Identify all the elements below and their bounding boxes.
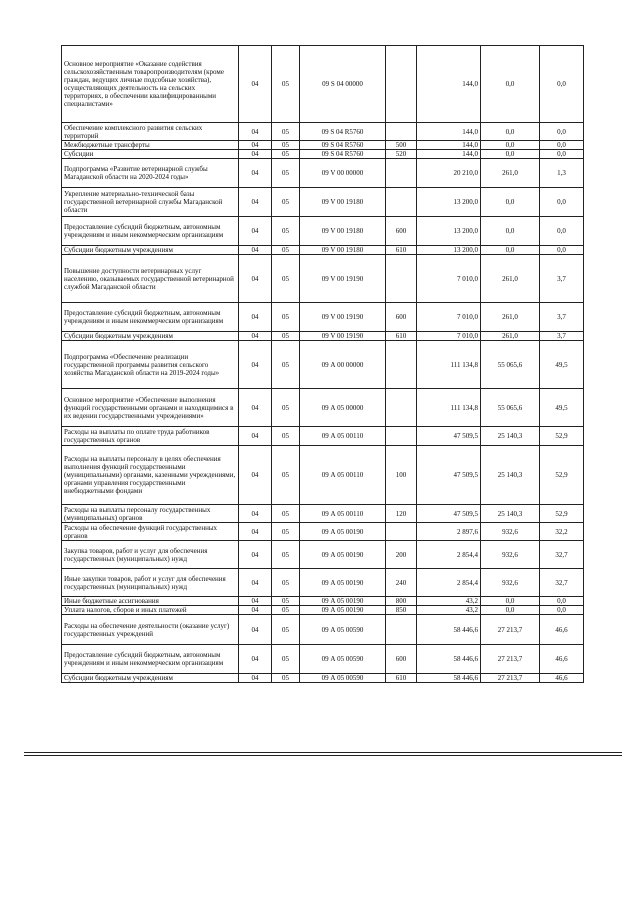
- cell-rz: 04: [239, 541, 272, 569]
- cell-plan: 144,0: [417, 150, 481, 159]
- cell-csr: 09 V 00 19190: [300, 332, 386, 341]
- cell-plan: 43,2: [417, 606, 481, 615]
- cell-plan: 47 509,5: [417, 505, 481, 523]
- cell-csr: 09 S 04 R5760: [300, 123, 386, 141]
- table-row: [62, 389, 584, 427]
- cell-fact: 25 140,3: [481, 427, 540, 446]
- cell-pct: 0,0: [540, 188, 584, 217]
- table-row: [62, 123, 584, 141]
- cell-name: Предоставление субсидий бюджетным, автономным учреждениям и иным некоммерческим организациям: [62, 303, 239, 332]
- cell-rz: 04: [239, 674, 272, 683]
- cell-plan: 2 897,6: [417, 523, 481, 541]
- cell-fact: 0,0: [481, 141, 540, 150]
- cell-pct: 46,6: [540, 615, 584, 645]
- table-row: [62, 523, 584, 541]
- cell-pr: 05: [272, 569, 300, 597]
- cell-csr: 09 V 00 19180: [300, 246, 386, 255]
- cell-rz: 04: [239, 46, 272, 123]
- cell-plan: 20 210,0: [417, 159, 481, 188]
- cell-vr: [386, 523, 417, 541]
- cell-vr: [386, 341, 417, 389]
- table-row: [62, 569, 584, 597]
- cell-csr: 09 А 05 00190: [300, 523, 386, 541]
- cell-plan: 47 509,5: [417, 446, 481, 505]
- cell-pr: 05: [272, 46, 300, 123]
- cell-pct: 3,7: [540, 303, 584, 332]
- cell-pr: 05: [272, 188, 300, 217]
- cell-pr: 05: [272, 505, 300, 523]
- cell-csr: 09 А 05 00190: [300, 569, 386, 597]
- cell-plan: 47 509,5: [417, 427, 481, 446]
- cell-csr: 09 А 05 00190: [300, 606, 386, 615]
- cell-csr: 09 А 05 00110: [300, 446, 386, 505]
- cell-vr: 610: [386, 674, 417, 683]
- cell-name: Укрепление материально-технической базы государственной ветеринарной службы Магаданской области: [62, 188, 239, 217]
- cell-csr: 09 А 05 00590: [300, 645, 386, 674]
- cell-name: Закупка товаров, работ и услуг для обеспечения государственных (муниципальных) нужд: [62, 541, 239, 569]
- cell-plan: 2 854,4: [417, 541, 481, 569]
- cell-pr: 05: [272, 159, 300, 188]
- table-row: [62, 541, 584, 569]
- table-row: [62, 341, 584, 389]
- cell-fact: 261,0: [481, 255, 540, 303]
- cell-vr: 240: [386, 569, 417, 597]
- cell-name: Предоставление субсидий бюджетным, автономным учреждениям и иным некоммерческим организациям: [62, 217, 239, 246]
- cell-rz: 04: [239, 150, 272, 159]
- cell-fact: 261,0: [481, 159, 540, 188]
- cell-pct: 0,0: [540, 150, 584, 159]
- cell-fact: 27 213,7: [481, 674, 540, 683]
- cell-pr: 05: [272, 255, 300, 303]
- cell-name: Подпрограмма «Развитие ветеринарной службы Магаданской области на 2020-2024 годы»: [62, 159, 239, 188]
- cell-rz: 04: [239, 389, 272, 427]
- cell-rz: 04: [239, 217, 272, 246]
- table-row: [62, 674, 584, 683]
- cell-pct: 0,0: [540, 606, 584, 615]
- table-row: [62, 141, 584, 150]
- cell-name: Субсидии: [62, 150, 239, 159]
- cell-fact: 0,0: [481, 606, 540, 615]
- cell-fact: 25 140,3: [481, 505, 540, 523]
- table-row: [62, 46, 584, 123]
- cell-vr: 600: [386, 217, 417, 246]
- cell-csr: 09 А 05 00590: [300, 674, 386, 683]
- cell-rz: 04: [239, 615, 272, 645]
- cell-pr: 05: [272, 341, 300, 389]
- table-body: [62, 46, 584, 683]
- cell-plan: 144,0: [417, 123, 481, 141]
- cell-pr: 05: [272, 615, 300, 645]
- table-row: [62, 255, 584, 303]
- cell-pct: 0,0: [540, 597, 584, 606]
- cell-pct: 32,2: [540, 523, 584, 541]
- cell-csr: 09 V 00 19180: [300, 188, 386, 217]
- cell-rz: 04: [239, 123, 272, 141]
- cell-vr: 200: [386, 541, 417, 569]
- cell-pr: 05: [272, 150, 300, 159]
- cell-vr: [386, 159, 417, 188]
- cell-rz: 04: [239, 597, 272, 606]
- cell-vr: [386, 615, 417, 645]
- cell-pr: 05: [272, 674, 300, 683]
- cell-name: Субсидии бюджетным учреждениям: [62, 674, 239, 683]
- cell-plan: 13 200,0: [417, 246, 481, 255]
- cell-pct: 49,5: [540, 389, 584, 427]
- cell-pr: 05: [272, 606, 300, 615]
- cell-pct: 32,7: [540, 541, 584, 569]
- cell-plan: 111 134,8: [417, 341, 481, 389]
- cell-plan: 7 010,0: [417, 332, 481, 341]
- cell-pr: 05: [272, 523, 300, 541]
- cell-plan: 144,0: [417, 46, 481, 123]
- cell-plan: 43,2: [417, 597, 481, 606]
- cell-name: Основное мероприятие «Оказание содействия сельскохозяйственным товаропроизводителям (кроме граждан, ведущих личные подсобные хозяйства), осуществляющих деятельность на сельских территориях, в обеспечении квалифицированными специалистами»: [62, 46, 239, 123]
- cell-pct: 46,6: [540, 645, 584, 674]
- cell-pct: 0,0: [540, 141, 584, 150]
- cell-pr: 05: [272, 332, 300, 341]
- cell-name: Предоставление субсидий бюджетным, автономным учреждениям и иным некоммерческим организациям: [62, 645, 239, 674]
- table-row: [62, 615, 584, 645]
- cell-vr: 850: [386, 606, 417, 615]
- cell-pr: 05: [272, 141, 300, 150]
- cell-fact: 0,0: [481, 123, 540, 141]
- cell-pct: 1,3: [540, 159, 584, 188]
- cell-rz: 04: [239, 246, 272, 255]
- cell-vr: 600: [386, 303, 417, 332]
- cell-plan: 7 010,0: [417, 303, 481, 332]
- cell-fact: 27 213,7: [481, 645, 540, 674]
- cell-vr: 520: [386, 150, 417, 159]
- cell-pct: 3,7: [540, 255, 584, 303]
- cell-pct: 49,5: [540, 341, 584, 389]
- cell-pr: 05: [272, 217, 300, 246]
- cell-vr: [386, 389, 417, 427]
- cell-plan: 111 134,8: [417, 389, 481, 427]
- table-row: [62, 246, 584, 255]
- cell-fact: 932,6: [481, 569, 540, 597]
- cell-fact: 0,0: [481, 597, 540, 606]
- cell-rz: 04: [239, 569, 272, 597]
- cell-rz: 04: [239, 523, 272, 541]
- cell-rz: 04: [239, 188, 272, 217]
- cell-rz: 04: [239, 341, 272, 389]
- cell-name: Расходы на выплаты персоналу в целях обеспечения выполнения функций государственными (муниципальными) органами, казенными учреждениями, органами управления государственными внебюджетными фондами: [62, 446, 239, 505]
- cell-fact: 932,6: [481, 523, 540, 541]
- cell-name: Субсидии бюджетным учреждениям: [62, 332, 239, 341]
- cell-vr: 800: [386, 597, 417, 606]
- cell-pct: 32,7: [540, 569, 584, 597]
- cell-csr: 09 А 05 00590: [300, 615, 386, 645]
- cell-name: Расходы на выплаты по оплате труда работников государственных органов: [62, 427, 239, 446]
- cell-pr: 05: [272, 123, 300, 141]
- cell-rz: 04: [239, 446, 272, 505]
- cell-rz: 04: [239, 303, 272, 332]
- cell-fact: 27 213,7: [481, 615, 540, 645]
- table-row: [62, 159, 584, 188]
- cell-fact: 55 065,6: [481, 341, 540, 389]
- cell-vr: 610: [386, 246, 417, 255]
- cell-csr: 09 V 00 19190: [300, 303, 386, 332]
- cell-fact: 0,0: [481, 150, 540, 159]
- cell-pct: 0,0: [540, 217, 584, 246]
- cell-name: Уплата налогов, сборов и иных платежей: [62, 606, 239, 615]
- cell-fact: 0,0: [481, 188, 540, 217]
- cell-rz: 04: [239, 255, 272, 303]
- cell-pr: 05: [272, 645, 300, 674]
- cell-name: Межбюджетные трансферты: [62, 141, 239, 150]
- cell-pct: 0,0: [540, 123, 584, 141]
- cell-vr: 600: [386, 645, 417, 674]
- cell-csr: 09 А 00 00000: [300, 341, 386, 389]
- cell-csr: 09 V 00 00000: [300, 159, 386, 188]
- table-row: [62, 217, 584, 246]
- cell-csr: 09 S 04 00000: [300, 46, 386, 123]
- cell-csr: 09 V 00 19180: [300, 217, 386, 246]
- cell-vr: 120: [386, 505, 417, 523]
- cell-pr: 05: [272, 597, 300, 606]
- cell-vr: [386, 123, 417, 141]
- cell-plan: 58 446,6: [417, 674, 481, 683]
- table-row: [62, 303, 584, 332]
- cell-pct: 52,9: [540, 505, 584, 523]
- cell-vr: [386, 255, 417, 303]
- cell-rz: 04: [239, 505, 272, 523]
- cell-csr: 09 А 05 00190: [300, 597, 386, 606]
- cell-name: Иные бюджетные ассигнования: [62, 597, 239, 606]
- footer-rule-second: [24, 755, 622, 756]
- cell-name: Субсидии бюджетным учреждениям: [62, 246, 239, 255]
- table-row: [62, 597, 584, 606]
- table-row: [62, 332, 584, 341]
- cell-name: Основное мероприятие «Обеспечение выполнения функций государственными органами и находящимися в их ведении государственными учреждениями»: [62, 389, 239, 427]
- cell-csr: 09 V 00 19190: [300, 255, 386, 303]
- cell-vr: [386, 427, 417, 446]
- cell-plan: 2 854,4: [417, 569, 481, 597]
- cell-fact: 55 065,6: [481, 389, 540, 427]
- cell-pct: 52,9: [540, 427, 584, 446]
- cell-vr: [386, 188, 417, 217]
- cell-plan: 58 446,6: [417, 645, 481, 674]
- table-row: [62, 188, 584, 217]
- cell-pct: 46,6: [540, 674, 584, 683]
- cell-plan: 13 200,0: [417, 188, 481, 217]
- cell-vr: 500: [386, 141, 417, 150]
- cell-rz: 04: [239, 427, 272, 446]
- cell-rz: 04: [239, 332, 272, 341]
- cell-rz: 04: [239, 141, 272, 150]
- cell-fact: 0,0: [481, 246, 540, 255]
- table-row: [62, 427, 584, 446]
- cell-pct: 3,7: [540, 332, 584, 341]
- cell-csr: 09 А 05 00110: [300, 427, 386, 446]
- cell-name: Обеспечение комплексного развития сельских территорий: [62, 123, 239, 141]
- cell-rz: 04: [239, 606, 272, 615]
- cell-rz: 04: [239, 159, 272, 188]
- cell-name: Подпрограмма «Обеспечение реализации государственной программы развития сельского хозяйства Магаданской области на 2019-2024 годы»: [62, 341, 239, 389]
- table-row: [62, 645, 584, 674]
- cell-csr: 09 А 05 00190: [300, 541, 386, 569]
- cell-fact: 261,0: [481, 303, 540, 332]
- cell-pr: 05: [272, 246, 300, 255]
- cell-fact: 0,0: [481, 217, 540, 246]
- cell-csr: 09 S 04 R5760: [300, 150, 386, 159]
- cell-vr: 610: [386, 332, 417, 341]
- cell-csr: 09 S 04 R5760: [300, 141, 386, 150]
- cell-name: Повышение доступности ветеринарных услуг населению, оказываемых государственной ветеринарной службой Магаданской области: [62, 255, 239, 303]
- cell-vr: [386, 46, 417, 123]
- cell-name: Иные закупки товаров, работ и услуг для обеспечения государственных (муниципальных) нужд: [62, 569, 239, 597]
- footer-rule: [24, 752, 622, 753]
- cell-name: Расходы на обеспечение функций государственных органов: [62, 523, 239, 541]
- table-row: [62, 150, 584, 159]
- cell-pr: 05: [272, 427, 300, 446]
- cell-plan: 144,0: [417, 141, 481, 150]
- table-row: [62, 446, 584, 505]
- cell-name: Расходы на обеспечение деятельности (оказание услуг) государственных учреждений: [62, 615, 239, 645]
- budget-table: [61, 45, 584, 683]
- cell-name: Расходы на выплаты персоналу государственных (муниципальных) органов: [62, 505, 239, 523]
- cell-fact: 932,6: [481, 541, 540, 569]
- cell-plan: 7 010,0: [417, 255, 481, 303]
- cell-pr: 05: [272, 389, 300, 427]
- cell-vr: 100: [386, 446, 417, 505]
- cell-pct: 0,0: [540, 246, 584, 255]
- cell-pr: 05: [272, 446, 300, 505]
- cell-plan: 13 200,0: [417, 217, 481, 246]
- cell-pct: 0,0: [540, 46, 584, 123]
- cell-fact: 0,0: [481, 46, 540, 123]
- cell-fact: 261,0: [481, 332, 540, 341]
- table-row: [62, 606, 584, 615]
- cell-plan: 58 446,6: [417, 615, 481, 645]
- cell-csr: 09 А 05 00000: [300, 389, 386, 427]
- cell-pct: 52,9: [540, 446, 584, 505]
- cell-fact: 25 140,3: [481, 446, 540, 505]
- cell-csr: 09 А 05 00110: [300, 505, 386, 523]
- cell-pr: 05: [272, 303, 300, 332]
- cell-rz: 04: [239, 645, 272, 674]
- table-row: [62, 505, 584, 523]
- cell-pr: 05: [272, 541, 300, 569]
